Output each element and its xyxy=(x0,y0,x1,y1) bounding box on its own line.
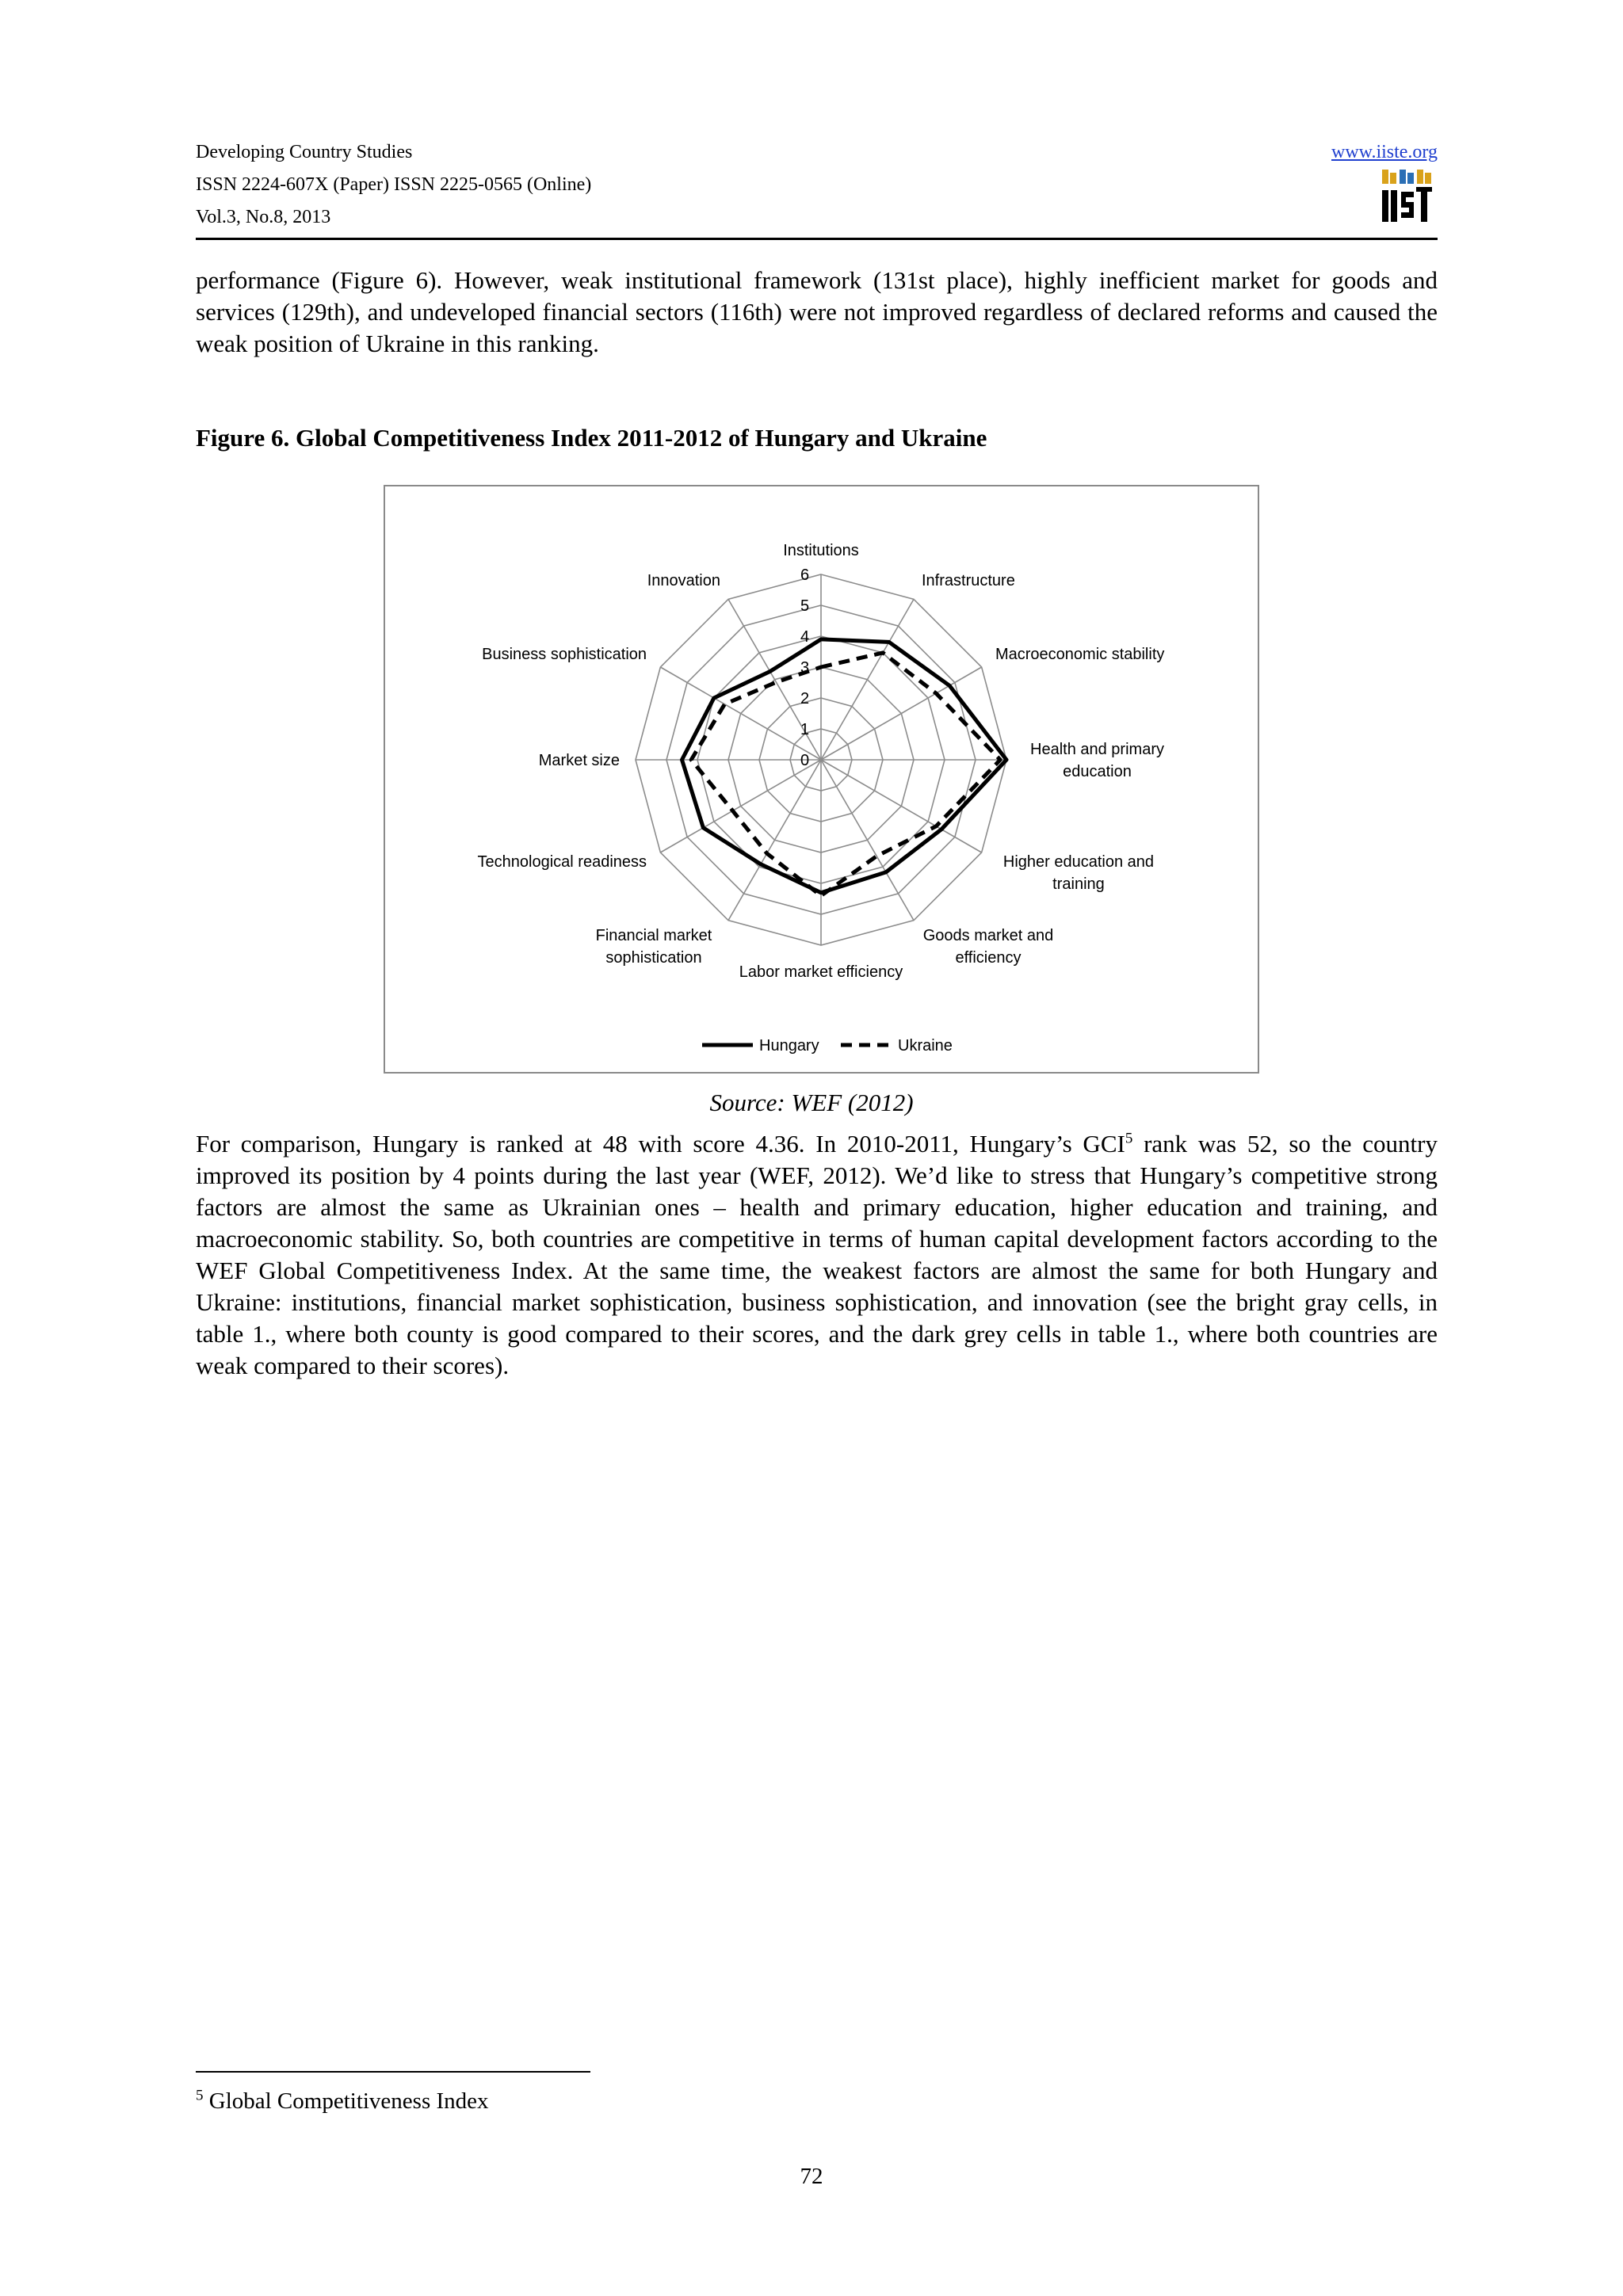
footnote-divider xyxy=(196,2071,590,2073)
axis-label-10 xyxy=(539,752,620,769)
footnote-reference: 5 xyxy=(1125,1130,1133,1147)
axis-label-6-line-1: Goods market and xyxy=(922,926,1054,944)
axis-spoke-3 xyxy=(821,667,982,760)
axis-spoke-11 xyxy=(660,667,821,760)
axis-label-3 xyxy=(995,646,1164,663)
axis-label-2-line-1: Infrastructure xyxy=(922,572,1015,590)
journal-volume: Vol.3, No.8, 2013 xyxy=(196,207,331,227)
axis-label-12 xyxy=(647,572,720,589)
footnote-text: Global Competitiveness Index xyxy=(203,2088,489,2114)
axis-label-8-line-1: Financial market xyxy=(595,926,712,944)
figure-title: Figure 6. Global Competitiveness Index 2011-2012 of Hungary and Ukraine xyxy=(196,424,987,452)
axis-label-7 xyxy=(739,963,903,981)
axis-label-5-line-1: Higher education and xyxy=(1002,853,1155,871)
figure-source: Source: WEF (2012) xyxy=(709,1089,914,1116)
page-number: 72 xyxy=(800,2164,823,2189)
body-paragraph-2 xyxy=(196,1128,1438,1382)
tick-label-6: 6 xyxy=(800,566,810,584)
axis-label-7-line-1: Labor market efficiency xyxy=(739,963,903,981)
axis-label-5 xyxy=(1003,853,1154,893)
axis-label-11 xyxy=(482,646,647,663)
paragraph-2-text-b: rank was 52, so the country improved its position by 4 points during the last year (WEF, 2012). We’d like to stress that Hungary’s competitive strong factors are almost the same as Ukrainian ones – health and primary education, higher education and training, and macroeconomic stability. So, both countries are competitive in terms of human capital development factors according to the WEF Global Competitiveness Index. At the same time, the weakest factors are almost the same for both Hungary and Ukraine: institutions, financial market sophistication, business sophistication, and innovation (see the bright gray cells, in table 1., where both county is good compared to their scores, and the dark grey cells in table 1., where both countries are weak compared to their scores). xyxy=(196,1130,1438,1379)
axis-label-8-line-2: sophistication xyxy=(605,948,702,967)
axis-spoke-5 xyxy=(821,760,982,852)
axis-label-3-line-1: Macroeconomic stability xyxy=(995,646,1165,663)
legend-label-hungary: Hungary xyxy=(759,1037,819,1055)
axis-spoke-2 xyxy=(821,599,914,760)
tick-label-5: 5 xyxy=(800,597,810,615)
tick-label-1: 1 xyxy=(800,721,810,738)
footnote xyxy=(196,2088,489,2115)
journal-url-link[interactable]: www.iiste.org xyxy=(1331,142,1438,162)
tick-label-4: 4 xyxy=(800,628,810,646)
footnote-number: 5 xyxy=(196,2087,204,2104)
axis-label-8 xyxy=(596,927,712,967)
radar-chart-frame xyxy=(384,485,1259,1074)
iiste-logo xyxy=(1381,168,1434,225)
journal-issn: ISSN 2224-607X (Paper) ISSN 2225-0565 (Online) xyxy=(196,174,592,195)
journal-name: Developing Country Studies xyxy=(196,142,413,162)
axis-label-6-line-2: efficiency xyxy=(955,948,1022,967)
axis-label-1-line-1: Institutions xyxy=(783,542,859,559)
tick-label-2: 2 xyxy=(800,690,810,707)
axis-label-4 xyxy=(1030,741,1164,780)
axis-label-4-line-1: Health and primary xyxy=(1030,741,1164,758)
axis-label-12-line-1: Innovation xyxy=(647,572,720,590)
axis-label-11-line-1: Business sophistication xyxy=(482,646,647,663)
axis-label-6 xyxy=(923,927,1054,967)
tick-label-3: 3 xyxy=(800,659,810,677)
axis-label-5-line-2: training xyxy=(1052,875,1105,893)
paragraph-2-text-a: For comparison, Hungary is ranked at 48 with score 4.36. In 2010-2011, Hungary’s GCI xyxy=(196,1130,1125,1158)
axis-label-10-line-1: Market size xyxy=(538,752,620,769)
paragraph-1-text: performance (Figure 6). However, weak institutional framework (131st place), highly inefficient market for goods and services (129th), and undeveloped financial sectors (116th) were not improved regardless of declared reforms and caused the weak position of Ukraine in this ranking. xyxy=(196,266,1438,357)
radar-chart xyxy=(385,486,1258,1072)
axis-label-9-line-1: Technological readiness xyxy=(477,853,647,871)
series-line-hungary xyxy=(682,639,1007,893)
body-paragraph-1 xyxy=(196,265,1438,360)
axis-label-2 xyxy=(922,572,1015,589)
header-divider xyxy=(196,238,1438,240)
axis-label-9 xyxy=(478,853,647,871)
tick-label-0: 0 xyxy=(800,752,810,769)
axis-spoke-6 xyxy=(821,760,914,921)
axis-label-4-line-2: education xyxy=(1063,763,1132,780)
axis-spoke-8 xyxy=(728,760,821,921)
axis-label-1 xyxy=(783,542,859,559)
legend-label-ukraine: Ukraine xyxy=(898,1037,953,1055)
